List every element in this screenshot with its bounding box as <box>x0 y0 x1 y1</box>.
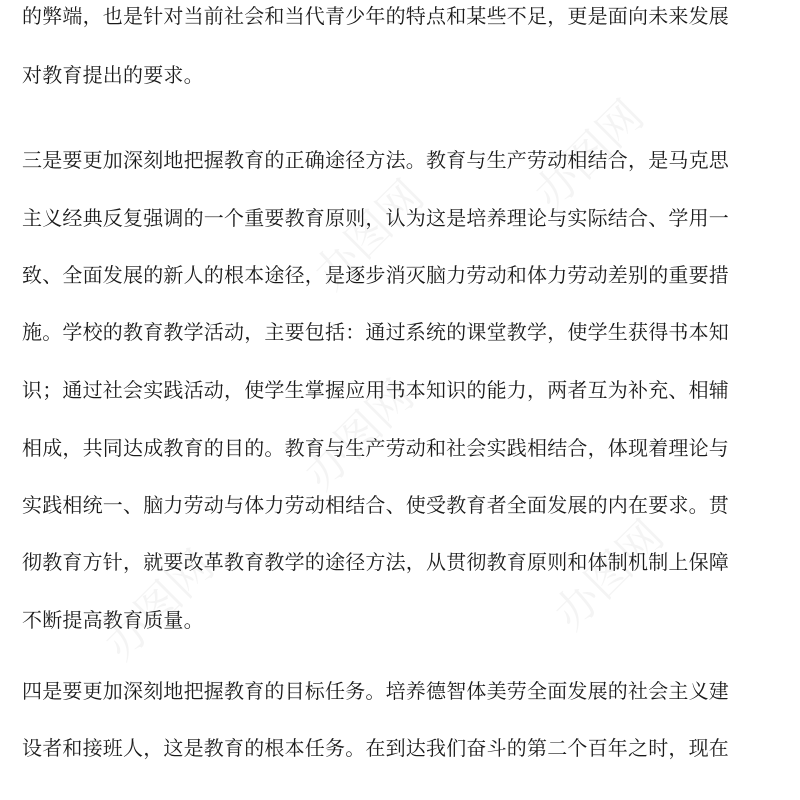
text-line: 四是要更加深刻地把握教育的目标任务。培养德智体美劳全面发展的社会主义建 <box>22 679 729 703</box>
text-line: 致、全面发展的新人的根本途径，是逐步消灭脑力劳动和体力劳动差别的重要措 <box>22 263 729 287</box>
text-line: 主义经典反复强调的一个重要教育原则，认为这是培养理论与实际结合、学用一 <box>22 206 729 230</box>
text-line: 对教育提出的要求。 <box>22 63 204 87</box>
text-line: 相成，共同达成教育的目的。教育与生产劳动和社会实践相结合，体现着理论与 <box>22 436 729 460</box>
text-line: 施。学校的教育教学活动，主要包括：通过系统的课堂教学，使学生获得书本知 <box>22 320 729 344</box>
text-line: 不断提高教育质量。 <box>22 608 204 632</box>
text-line: 彻教育方针，就要改革教育教学的途径方法，从贯彻教育原则和体制机制上保障 <box>22 550 729 574</box>
text-line: 三是要更加深刻地把握教育的正确途径方法。教育与生产劳动相结合，是马克思 <box>22 148 729 172</box>
text-line: 识；通过社会实践活动，使学生掌握应用书本知识的能力，两者互为补充、相辅 <box>22 378 729 402</box>
text-line: 的弊端，也是针对当前社会和当代青少年的特点和某些不足，更是面向未来发展 <box>22 4 729 28</box>
text-line: 实践相统一、脑力劳动与体力劳动相结合、使受教育者全面发展的内在要求。贯 <box>22 493 729 517</box>
text-line: 设者和接班人，这是教育的根本任务。在到达我们奋斗的第二个百年之时，现在 <box>22 736 729 760</box>
